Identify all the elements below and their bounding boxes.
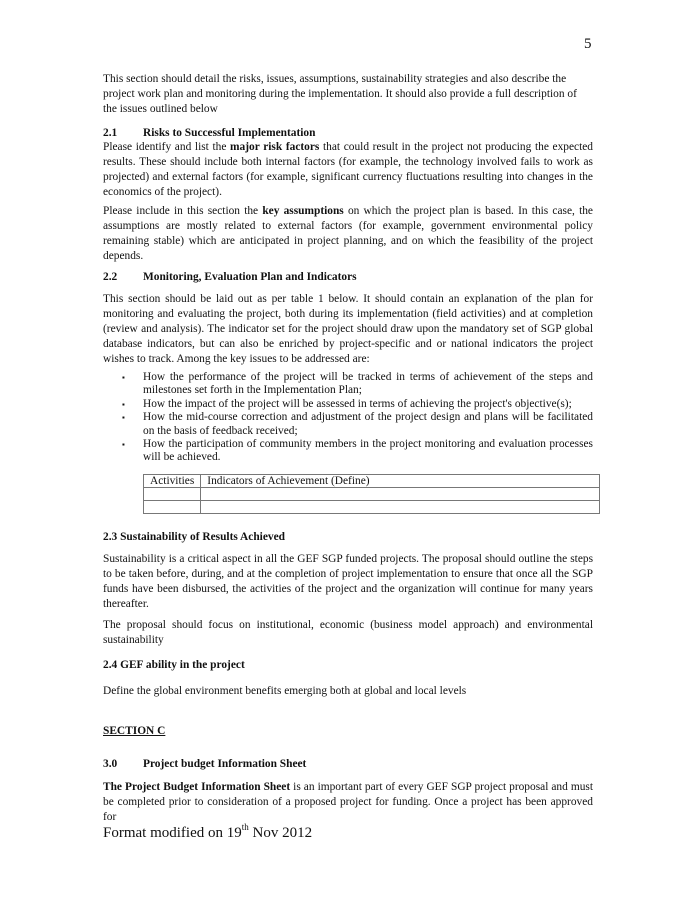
bullet-icon: ▪ (122, 440, 125, 450)
intro-paragraph: This section should detail the risks, issues, assumptions, sustainability strategies and also describe the project work plan and monitoring during the implementation. It should also provide a full description of the issues outlined below (103, 73, 577, 115)
section-title: Monitoring, Evaluation Plan and Indicators (143, 271, 357, 283)
monitoring-paragraph: This section should be laid out as per table 1 below. It should contain an explanation of the plan for monitoring and evaluating the project, both during its implementation (field activities) and at completion (review and analysis). The indicator set for the project should draw upon the mandatory set of SGP global database indicators, but can also be enriched by project-specific and or national indicators the project wishes to track. Among the key issues to be addressed are: (103, 293, 593, 365)
header-activities: Activities (144, 475, 201, 488)
footer-text: Nov 2012 (248, 825, 313, 841)
emphasis: major risk factors (230, 141, 320, 153)
list-item (103, 438, 593, 465)
section-2-4-heading: 2.4 GEF ability in the project (103, 659, 245, 671)
section-3-0-heading (103, 757, 593, 772)
text: on which the project plan is based. In this case, the assumptions are mostly related to external factors (for example, government environmental policy remaining stable) which are anticipated in project planning, and on which the feasibility of the project depends. (103, 205, 593, 262)
bullet-icon: ▪ (122, 373, 125, 382)
footer-superscript: th (241, 822, 249, 832)
sustainability-focus-paragraph: The proposal should focus on institutional, economic (business model approach) and environmental sustainability (103, 619, 593, 646)
key-assumptions-paragraph (103, 204, 593, 264)
list-item (103, 398, 593, 411)
text: Please include in this section the (103, 205, 263, 217)
table-cell[interactable] (201, 488, 600, 501)
sustainability-paragraph: Sustainability is a critical aspect in all the GEF SGP funded projects. The proposal should outline the steps to be taken before, during, and at the completion of project implementation to ensure that once all the SGP funds have been disbursed, the activities of the project and the organization will continue for many years thereafter. (103, 553, 593, 610)
bullet-icon: ▪ (122, 399, 125, 409)
table-cell[interactable] (144, 488, 201, 501)
page-footer (103, 822, 312, 842)
section-number: 3.0 (103, 758, 118, 770)
emphasis: The Project Budget Information Sheet (103, 781, 291, 793)
header-indicators: Indicators of Achievement (Define) (201, 475, 600, 488)
table-header-row (144, 475, 600, 488)
section-2-3-heading: 2.3 Sustainability of Results Achieved (103, 531, 285, 543)
section-number: 2.2 (103, 271, 118, 283)
indicators-table (143, 474, 600, 514)
section-c-heading: SECTION C (103, 725, 166, 737)
text: is an important part of every GEF SGP project proposal and must be completed prior to consideration of a proposed project for funding. Once a project has been approved for (103, 781, 593, 823)
table-row (144, 488, 600, 501)
budget-sheet-paragraph (103, 780, 593, 825)
list-item-text: How the performance of the project will be tracked in terms of achievement of the steps and milestones set forth in the Implementation Plan; (143, 371, 593, 397)
list-item-text: How the participation of community members in the project monitoring and evaluation processes will be achieved. (143, 438, 593, 464)
list-item-text: How the impact of the project will be assessed in terms of achieving the project's objective(s); (143, 397, 572, 410)
section-title: Project budget Information Sheet (143, 758, 307, 770)
section-2-2-heading (103, 270, 593, 285)
table-row (144, 501, 600, 514)
footer-text: Format modified on 19 (103, 825, 242, 841)
table-cell[interactable] (144, 501, 201, 514)
emphasis: key assumptions (262, 205, 344, 217)
bullet-icon: ▪ (122, 413, 125, 423)
gef-benefits-paragraph: Define the global environment benefits emerging both at global and local levels (103, 685, 467, 697)
text: Please identify and list the (103, 141, 231, 153)
table-cell[interactable] (201, 501, 600, 514)
section-2-1-heading (103, 126, 593, 141)
list-item-text: How the mid-course correction and adjustment of the project design and plans will be facilitated on the basis of feedback received; (143, 411, 593, 437)
risk-factors-paragraph (103, 140, 593, 200)
text: that could result in the project not producing the expected results. These should include both internal factors (for example, the technology involved fails to work as projected) and external factors (for example, significant currency fluctuations resulting into changes in the economics of the project). (103, 141, 594, 198)
list-item (103, 371, 593, 398)
section-title: Risks to Successful Implementation (143, 127, 316, 139)
page-number: 5 (584, 36, 592, 52)
section-number: 2.1 (103, 127, 118, 139)
key-issues-list (103, 371, 593, 465)
list-item (103, 411, 593, 438)
